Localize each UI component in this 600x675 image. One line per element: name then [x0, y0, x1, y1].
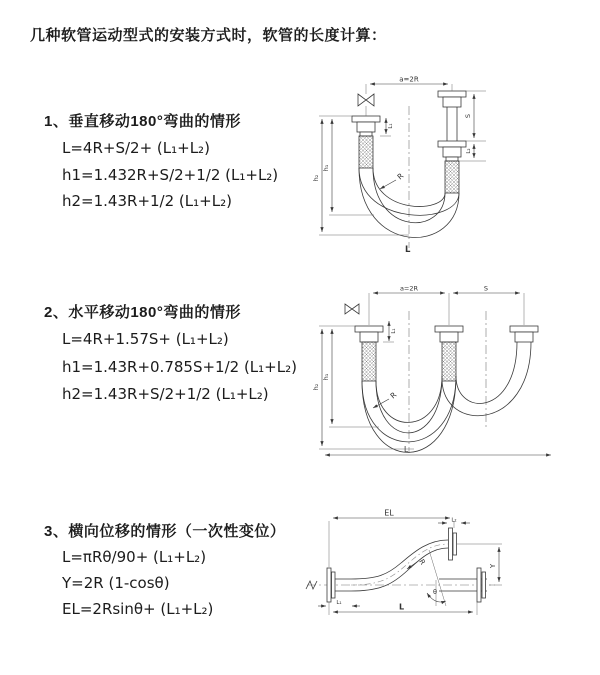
dimension-length [329, 602, 477, 615]
braided-hose-section [362, 342, 376, 381]
right-pipe-fitting [438, 91, 466, 193]
section-2-formula-h2: h2=1.43R+S/2+1/2 (L₁+L₂) [62, 385, 269, 403]
dimension-span [369, 285, 524, 326]
dim-label-span: a=2R [399, 75, 419, 84]
dim-label-r: R [395, 171, 406, 182]
dim-label-h1: h₁ [322, 164, 330, 172]
dimension-el [329, 508, 457, 568]
dim-label-el: EL [384, 508, 394, 518]
upper-flange [449, 528, 457, 560]
section-3-formula-L: L=πRθ/90+ (L₁+L₂) [62, 548, 207, 566]
dimension-l1 [383, 321, 397, 342]
dimension-l1 [318, 600, 360, 606]
dim-label-s: S [464, 113, 472, 119]
angle-theta [427, 550, 446, 606]
left-pipe-fitting [352, 116, 380, 168]
section-2-formula-L: L=4R+1.57S+ (L₁+L₂) [62, 330, 229, 348]
dim-label-l2: L₂ [451, 517, 457, 524]
dim-label-l1: L₁ [336, 600, 342, 606]
section-1-heading: 1、垂直移动180°弯曲的情形 [44, 113, 241, 130]
pipe-break-icon [306, 581, 317, 589]
middle-pipe-fitting [435, 326, 463, 381]
dim-label-theta: θ [433, 588, 437, 596]
radius-leader [380, 171, 405, 189]
left-pipe-fitting [355, 326, 383, 381]
diagram-lateral-displacement [299, 504, 514, 649]
braided-hose-section [445, 161, 459, 193]
braided-hose-section [359, 136, 373, 168]
section-3-heading: 3、横向位移的情形（一次性变位） [44, 523, 286, 540]
dimension-s-l2 [459, 91, 486, 161]
section-1-formula-h1: h1=1.432R+S/2+1/2 (L₁+L₂) [62, 166, 279, 184]
dim-label-s: S [483, 284, 489, 293]
length-label: L [405, 245, 411, 255]
dim-label-h1: h₁ [322, 373, 330, 381]
page-title: 几种软管运动型式的安装方式时，软管的长度计算： [30, 27, 387, 44]
section-1-formula-L: L=4R+S/2+ (L₁+L₂) [62, 139, 210, 157]
dim-label-l1: L₁ [388, 123, 394, 129]
radius-leader [407, 558, 427, 569]
section-3-formula-EL: EL=2Rsinθ+ (L₁+L₂) [62, 600, 214, 618]
dim-label-r: R [388, 390, 399, 401]
length-label: L [404, 445, 409, 454]
dim-label-y: Y [489, 563, 497, 569]
diagram-horizontal-180-bend [314, 281, 586, 461]
section-2-formula-h1: h1=1.43R+0.785S+1/2 (L₁+L₂) [62, 358, 297, 376]
dim-label-h2: h₂ [312, 383, 320, 391]
dimension-length [325, 445, 551, 455]
valve-icon [345, 304, 359, 314]
dim-label-l1: L₁ [391, 328, 397, 334]
dimension-l2 [438, 518, 470, 524]
valve-icon [358, 84, 374, 116]
section-1-formula-h2: h2=1.43R+1/2 (L₁+L₂) [62, 192, 232, 210]
dimension-span [370, 76, 452, 92]
section-3-formula-Y: Y=2R (1-cosθ) [62, 574, 170, 592]
braided-hose-section [442, 342, 456, 381]
length-label: L [399, 602, 405, 612]
dim-label-span: a=2R [399, 284, 419, 293]
section-2-heading: 2、水平移动180°弯曲的情形 [44, 304, 241, 321]
dimension-l1 [380, 118, 394, 136]
dim-label-l2: L₂ [466, 148, 472, 154]
diagram-vertical-180-bend [314, 70, 586, 255]
dim-label-h2: h₂ [312, 174, 320, 182]
dim-label-r: R [417, 558, 427, 567]
right-pipe-fitting [510, 326, 538, 342]
